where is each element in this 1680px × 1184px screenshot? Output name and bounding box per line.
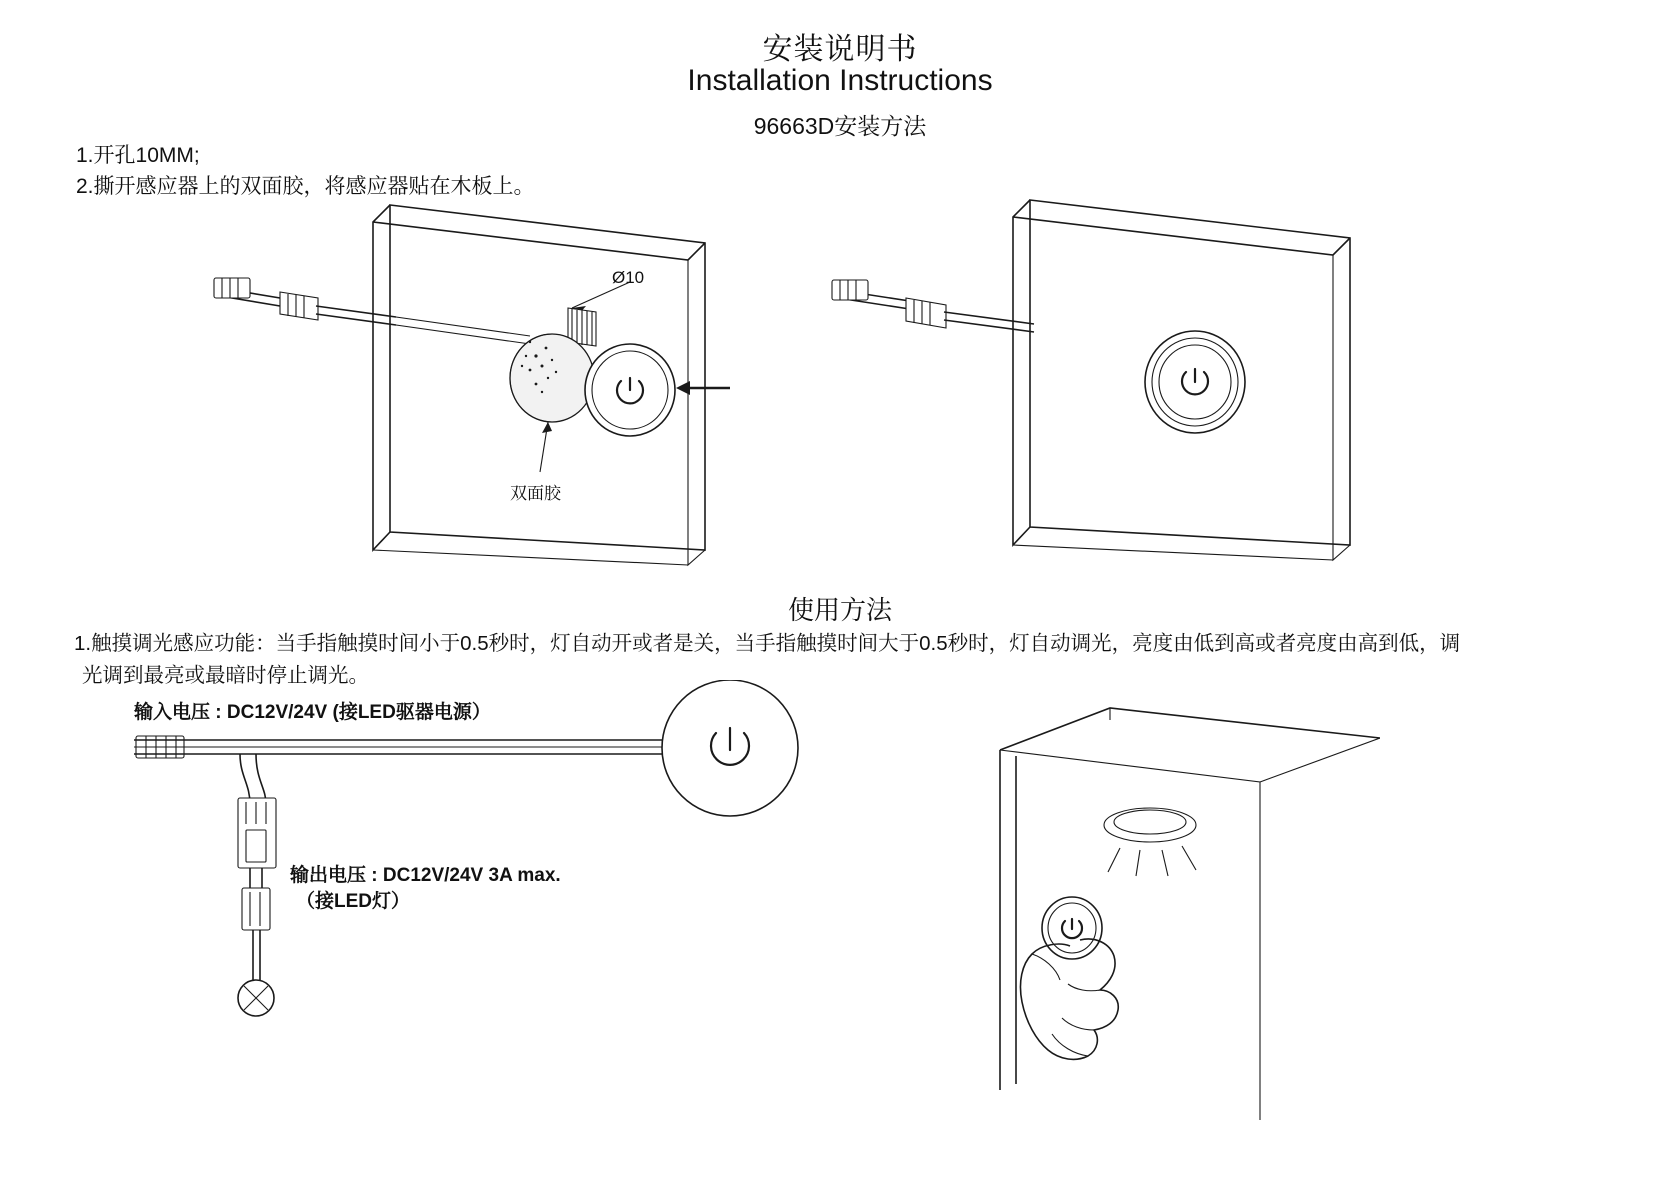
figure-install-mounted — [820, 160, 1420, 580]
install-step-2: 2.撕开感应器上的双面胶，将感应器贴在木板上。 — [76, 175, 535, 198]
label-output-voltage-note: （接LED灯） — [296, 891, 411, 912]
usage-line-2: 光调到最亮或最暗时停止调光。 — [82, 664, 369, 687]
section-title-usage: 使用方法 — [787, 595, 892, 625]
page-title-cn: 安装说明书 — [762, 33, 918, 66]
label-hole-diameter: Ø10 — [612, 268, 645, 287]
figure-install-exploded — [200, 160, 760, 580]
label-output-voltage: 输出电压 : DC12V/24V 3A max. — [290, 865, 561, 886]
label-input-voltage: 输入电压 : DC12V/24V (接LED驱器电源） — [134, 702, 491, 723]
page-title-en: Installation Instructions — [687, 64, 993, 97]
page-subtitle: 96663D安装方法 — [753, 113, 927, 139]
figure-touch-usage — [960, 690, 1380, 1120]
usage-line-1: 1.触摸调光感应功能：当手指触摸时间小于0.5秒时，灯自动开或者是关，当手指触摸时间大于0.5秒时，灯自动调光，亮度由低到高或者亮度由高到低，调 — [74, 632, 1461, 655]
label-double-sided-tape: 双面胶 — [510, 484, 561, 503]
install-step-1: 1.开孔10MM; — [76, 144, 200, 167]
